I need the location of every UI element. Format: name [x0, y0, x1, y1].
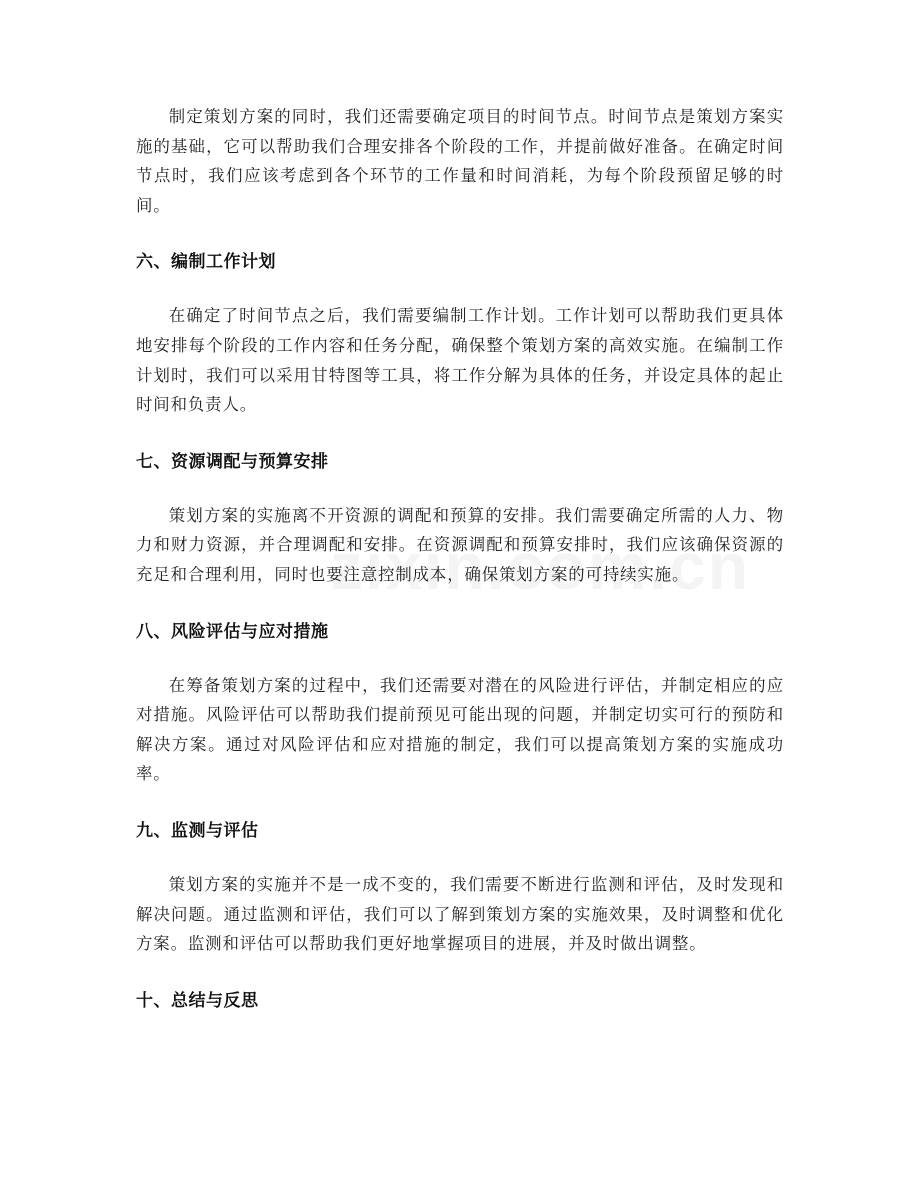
section-paragraph-6: 在确定了时间节点之后，我们需要编制工作计划。工作计划可以帮助我们更具体地安排每个阶段的工作内容和任务分配，确保整个策划方案的高效实施。在编制工作计划时，我们可以采用甘特图等工具，将工作分解为具体的任务，并设定具体的起止时间和负责人。 [136, 306, 784, 415]
document-body [136, 102, 784, 1016]
section-heading-7: 七、资源调配与预算安排 [136, 451, 329, 472]
section-paragraph-8: 在筹备策划方案的过程中，我们还需要对潜在的风险进行评估，并制定相应的应对措施。风险评估可以帮助我们提前预见可能出现的问题，并制定切实可行的预防和解决方案。通过对风险评估和应对措施的制定，我们可以提高策划方案的实施成功率。 [136, 675, 784, 784]
section-heading-9: 九、监测与评估 [136, 820, 259, 841]
section-heading-10: 十、总结与反思 [136, 990, 259, 1011]
section-paragraph-7: 策划方案的实施离不开资源的调配和预算的安排。我们需要确定所需的人力、物力和财力资源，并合理调配和安排。在资源调配和预算安排时，我们应该确保资源的充足和合理利用，同时也要注意控制成本，确保策划方案的可持续实施。 [136, 505, 784, 584]
section-heading-8: 八、风险评估与应对措施 [136, 621, 329, 642]
intro-paragraph: 制定策划方案的同时，我们还需要确定项目的时间节点。时间节点是策划方案实施的基础，它可以帮助我们合理安排各个阶段的工作，并提前做好准备。在确定时间节点时，我们应该考虑到各个环节的工作量和时间消耗，为每个阶段预留足够的时间。 [136, 107, 784, 215]
section-heading-6: 六、编制工作计划 [136, 252, 276, 273]
section-paragraph-9: 策划方案的实施并不是一成不变的，我们需要不断进行监测和评估，及时发现和解决问题。通过监测和评估，我们可以了解到策划方案的实施效果，及时调整和优化方案。监测和评估可以帮助我们更好地掌握项目的进展，并及时做出调整。 [136, 874, 784, 954]
